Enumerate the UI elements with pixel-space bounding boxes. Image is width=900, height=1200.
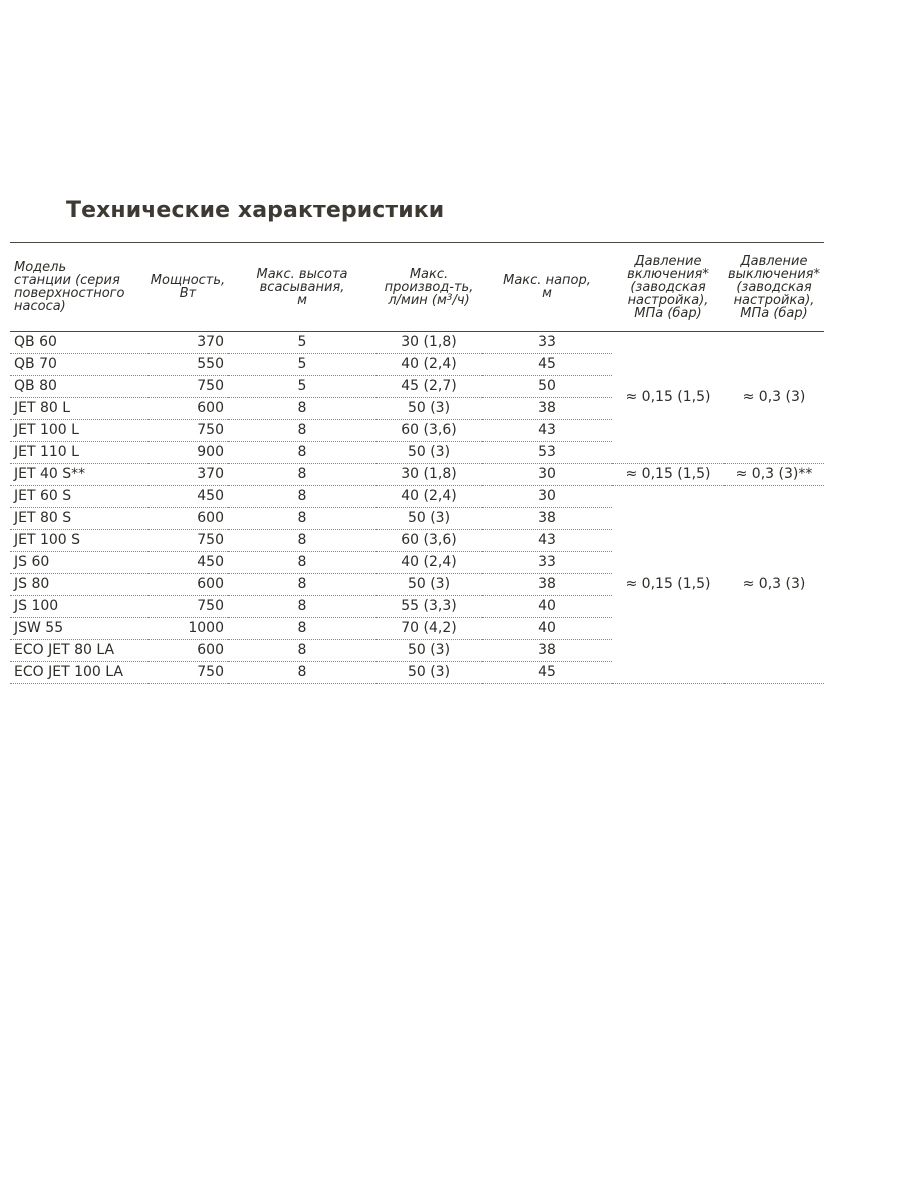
cell-model: JET 110 L <box>10 442 148 464</box>
cell-model: JS 100 <box>10 596 148 618</box>
header-power <box>148 243 228 332</box>
cell-flow: 60 (3,6) <box>376 530 482 552</box>
specs-table <box>10 242 824 684</box>
cell-suction: 8 <box>228 596 376 618</box>
table-row <box>10 464 824 486</box>
cell-model: JET 80 L <box>10 398 148 420</box>
header-pressure-on-line: (заводская <box>630 279 706 295</box>
header-suction-line: всасывания, <box>259 279 345 295</box>
cell-power: 600 <box>148 398 228 420</box>
cell-head: 45 <box>482 354 612 376</box>
cell-head: 40 <box>482 596 612 618</box>
header-flow-line: л/мин (м <box>388 292 447 308</box>
cell-power: 900 <box>148 442 228 464</box>
cell-suction: 8 <box>228 464 376 486</box>
cell-head: 33 <box>482 552 612 574</box>
cell-suction: 8 <box>228 420 376 442</box>
header-pressure-off-line: выключения* <box>728 266 820 282</box>
page-title: Технические характеристики <box>66 198 445 223</box>
cell-model: ECO JET 100 LA <box>10 662 148 684</box>
cell-suction: 5 <box>228 354 376 376</box>
header-pressure-off <box>724 243 824 332</box>
cell-power: 750 <box>148 420 228 442</box>
cell-pressure-on: ≈ 0,15 (1,5) <box>612 464 724 486</box>
cell-flow: 50 (3) <box>376 640 482 662</box>
cell-flow: 50 (3) <box>376 508 482 530</box>
cell-head: 38 <box>482 398 612 420</box>
cell-pressure-on: ≈ 0,15 (1,5) <box>612 332 724 464</box>
cell-flow: 40 (2,4) <box>376 354 482 376</box>
cell-model: QB 70 <box>10 354 148 376</box>
cell-head: 38 <box>482 640 612 662</box>
header-flow-line: Макс. <box>409 266 449 282</box>
cell-power: 600 <box>148 574 228 596</box>
header-power-line: Мощность, <box>150 273 226 288</box>
cell-suction: 8 <box>228 662 376 684</box>
cell-power: 750 <box>148 596 228 618</box>
cell-suction: 8 <box>228 530 376 552</box>
cell-flow: 70 (4,2) <box>376 618 482 640</box>
cell-flow: 50 (3) <box>376 662 482 684</box>
cell-suction: 5 <box>228 376 376 398</box>
header-suction-line: Макс. высота <box>256 266 348 282</box>
cell-head: 38 <box>482 508 612 530</box>
header-pressure-on-line: настройка), <box>627 292 709 308</box>
header-row <box>10 243 824 332</box>
header-pressure-on-line: Давление <box>634 253 702 269</box>
cell-suction: 8 <box>228 442 376 464</box>
cell-model: JET 100 L <box>10 420 148 442</box>
cell-model: JET 80 S <box>10 508 148 530</box>
header-model-line: поверхностного <box>14 286 125 301</box>
cell-power: 450 <box>148 552 228 574</box>
cell-pressure-off: ≈ 0,3 (3)** <box>724 464 824 486</box>
cell-flow: 40 (2,4) <box>376 552 482 574</box>
header-head <box>482 243 612 332</box>
cell-suction: 8 <box>228 508 376 530</box>
header-model-line: Модель <box>14 260 67 275</box>
cell-model: QB 60 <box>10 332 148 354</box>
cell-power: 750 <box>148 376 228 398</box>
cell-flow: 30 (1,8) <box>376 332 482 354</box>
cell-flow: 50 (3) <box>376 442 482 464</box>
header-power-line: Вт <box>179 286 197 301</box>
cell-suction: 8 <box>228 486 376 508</box>
cell-power: 1000 <box>148 618 228 640</box>
cell-pressure-off: ≈ 0,3 (3) <box>724 332 824 464</box>
header-pressure-off-line: настройка), <box>733 292 815 308</box>
cell-head: 53 <box>482 442 612 464</box>
cell-head: 30 <box>482 486 612 508</box>
cell-head: 40 <box>482 618 612 640</box>
cell-pressure-on: ≈ 0,15 (1,5) <box>612 486 724 684</box>
header-pressure-off-line: МПа (бар) <box>740 305 808 321</box>
cell-suction: 8 <box>228 398 376 420</box>
table-row <box>10 486 824 508</box>
cell-head: 50 <box>482 376 612 398</box>
cell-flow: 30 (1,8) <box>376 464 482 486</box>
header-head-line: м <box>542 286 552 301</box>
cell-head: 38 <box>482 574 612 596</box>
cell-flow: 50 (3) <box>376 574 482 596</box>
cell-suction: 8 <box>228 640 376 662</box>
cell-head: 45 <box>482 662 612 684</box>
cell-model: QB 80 <box>10 376 148 398</box>
header-flow-line: производ-ть, <box>384 279 474 295</box>
cell-suction: 8 <box>228 574 376 596</box>
header-model-line: насоса) <box>14 299 66 314</box>
cell-model: JS 60 <box>10 552 148 574</box>
cell-model: JET 60 S <box>10 486 148 508</box>
cell-power: 750 <box>148 662 228 684</box>
cell-flow: 45 (2,7) <box>376 376 482 398</box>
header-suction <box>228 243 376 332</box>
cell-flow: 40 (2,4) <box>376 486 482 508</box>
header-flow <box>376 243 482 332</box>
cell-power: 370 <box>148 332 228 354</box>
cell-power: 600 <box>148 640 228 662</box>
header-pressure-on <box>612 243 724 332</box>
cell-flow: 55 (3,3) <box>376 596 482 618</box>
cell-model: JET 40 S** <box>10 464 148 486</box>
cell-power: 600 <box>148 508 228 530</box>
header-pressure-on-line: включения* <box>627 266 709 282</box>
cell-power: 550 <box>148 354 228 376</box>
cell-head: 43 <box>482 420 612 442</box>
cell-power: 450 <box>148 486 228 508</box>
cell-head: 33 <box>482 332 612 354</box>
cell-pressure-off: ≈ 0,3 (3) <box>724 486 824 684</box>
cell-head: 30 <box>482 464 612 486</box>
cell-suction: 8 <box>228 552 376 574</box>
cell-suction: 8 <box>228 618 376 640</box>
header-head-line: Макс. напор, <box>503 273 591 288</box>
cell-suction: 5 <box>228 332 376 354</box>
header-flow-line: /ч) <box>452 292 470 308</box>
header-pressure-on-line: МПа (бар) <box>634 305 702 321</box>
cell-head: 43 <box>482 530 612 552</box>
header-flow-superscript: 3 <box>446 292 453 303</box>
table-row <box>10 332 824 354</box>
cell-model: JS 80 <box>10 574 148 596</box>
header-model <box>10 243 148 332</box>
cell-model: JSW 55 <box>10 618 148 640</box>
header-pressure-off-line: Давление <box>740 253 808 269</box>
header-model-line: станции (серия <box>14 273 120 288</box>
header-pressure-off-line: (заводская <box>736 279 812 295</box>
cell-power: 370 <box>148 464 228 486</box>
cell-flow: 60 (3,6) <box>376 420 482 442</box>
header-suction-line: м <box>297 292 307 308</box>
cell-model: ECO JET 80 LA <box>10 640 148 662</box>
cell-power: 750 <box>148 530 228 552</box>
cell-flow: 50 (3) <box>376 398 482 420</box>
cell-model: JET 100 S <box>10 530 148 552</box>
